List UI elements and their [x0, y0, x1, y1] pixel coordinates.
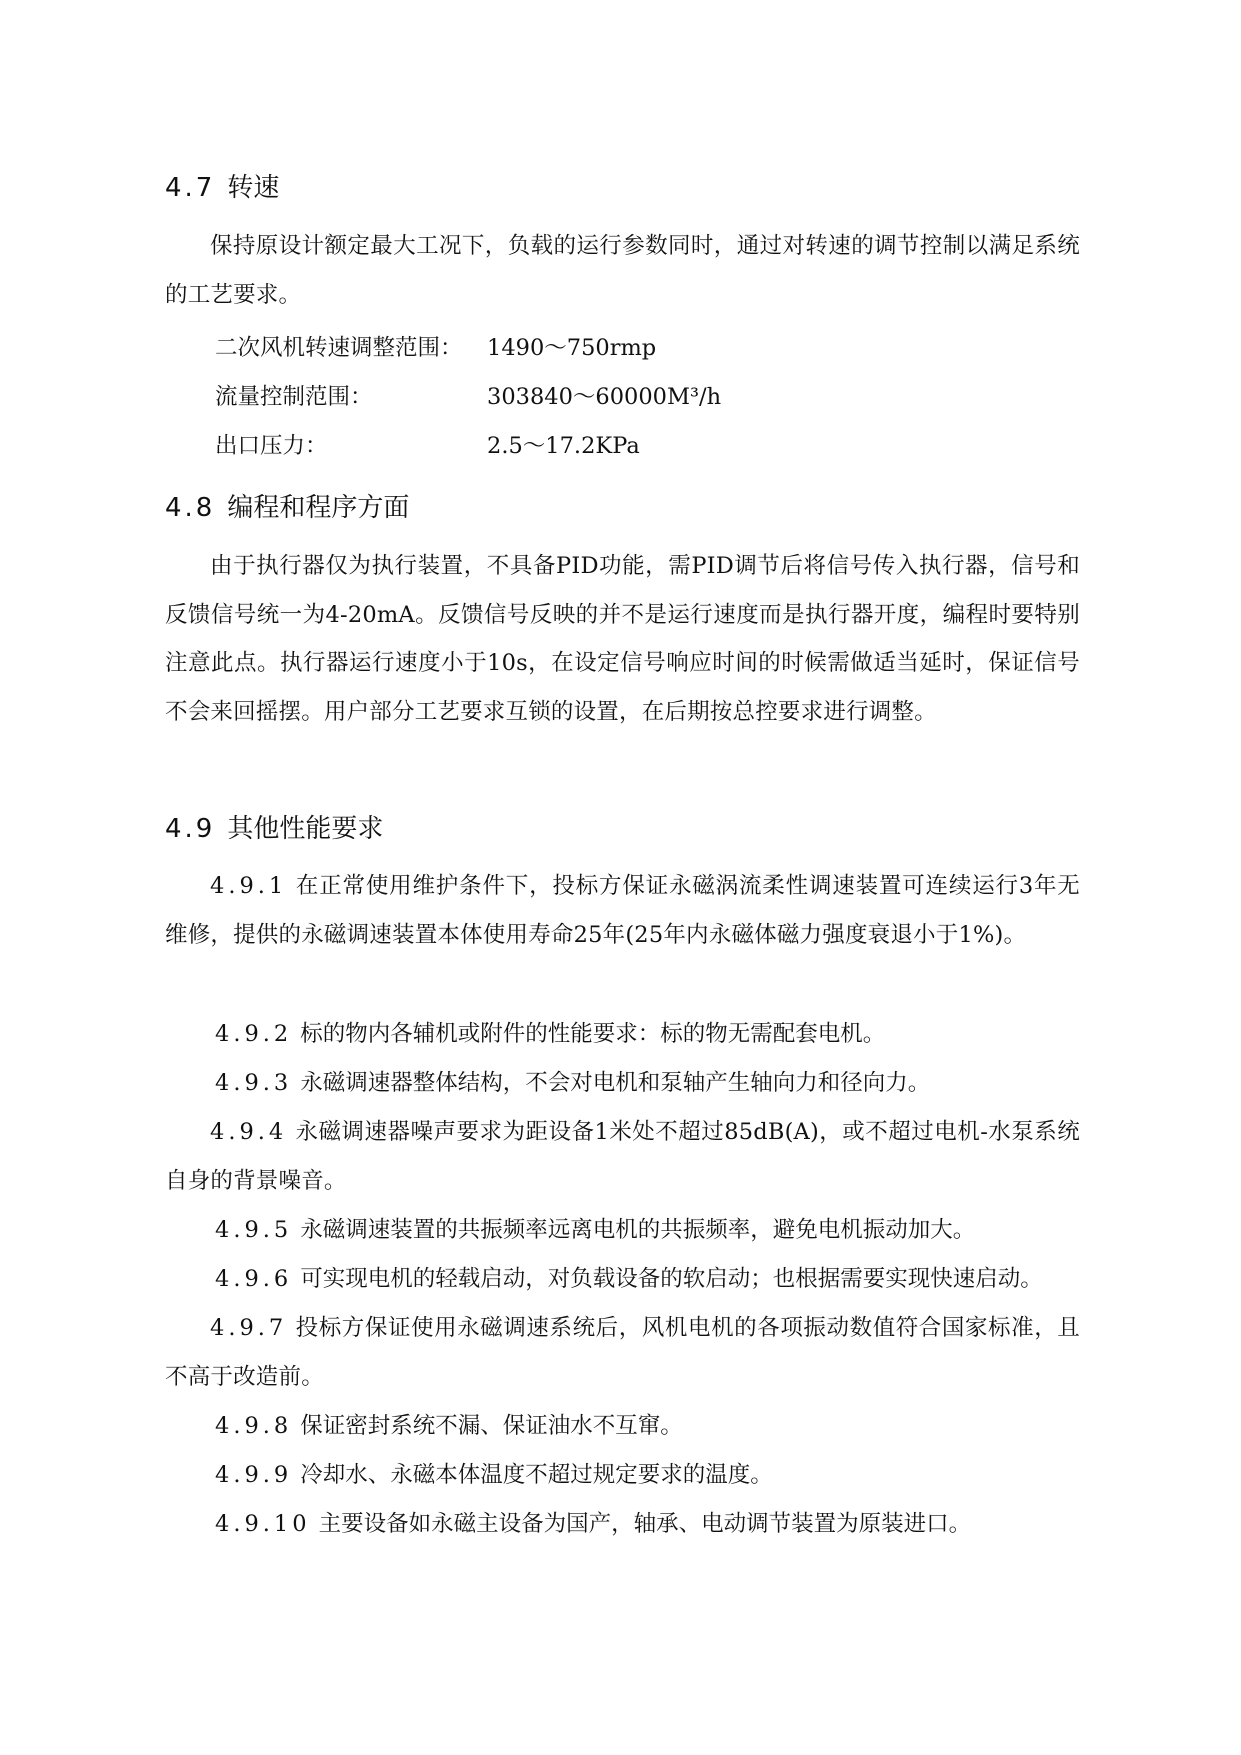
item-4-9-7	[165, 1304, 1080, 1401]
item-text: 可实现电机的轻载启动，对负载设备的软启动；也根据需要实现快速启动。	[300, 1266, 1043, 1292]
item-id: 4.9.10	[215, 1511, 311, 1537]
item-id: 4.9.9	[215, 1462, 293, 1488]
item-id: 4.9.3	[215, 1070, 293, 1096]
item-text: 标的物内各辅机或附件的性能要求：标的物无需配套电机。	[300, 1021, 886, 1047]
param-label: 出口压力：	[215, 433, 328, 459]
param-row-flow	[215, 373, 721, 422]
paragraph-4-7: 保持原设计额定最大工况下，负载的运行参数同时，通过对转速的调节控制以满足系统的工艺要求。	[165, 233, 1080, 308]
param-label: 二次风机转速调整范围：	[215, 335, 463, 361]
section-title: 转速	[227, 173, 280, 203]
item-id: 4.9.8	[215, 1413, 293, 1439]
item-4-9-5	[165, 1206, 975, 1255]
item-4-9-4	[165, 1108, 1080, 1205]
section-number: 4.9	[165, 814, 216, 844]
item-id: 4.9.7	[210, 1315, 288, 1341]
item-4-9-9	[165, 1451, 773, 1500]
item-text: 冷却水、永磁本体温度不超过规定要求的温度。	[300, 1462, 773, 1488]
item-4-9-2	[165, 1010, 885, 1059]
section-number: 4.7	[165, 173, 216, 203]
paragraph-4-8: 由于执行器仅为执行装置，不具备PID功能，需PID调节后将信号传入执行器，信号和反馈信号统一为4-20mA。反馈信号反映的并不是运行速度而是执行器开度，编程时要特别注意此点。执行器运行速度小于10s，在设定信号响应时间的时候需做适当延时，保证信号不会来回摇摆。用户部分工艺要求互锁的设置，在后期按总控要求进行调整。	[165, 553, 1080, 725]
item-id: 4.9.2	[215, 1021, 293, 1047]
param-row-speed	[215, 324, 656, 373]
item-text: 投标方保证使用永磁调速系统后，风机电机的各项振动数值符合国家标准，且不高于改造前。	[165, 1315, 1080, 1390]
item-4-9-1	[165, 862, 1080, 959]
item-text: 永磁调速装置的共振频率远离电机的共振频率，避免电机振动加大。	[300, 1217, 976, 1243]
item-4-9-3	[165, 1059, 930, 1108]
item-id: 4.9.6	[215, 1266, 293, 1292]
section-title: 编程和程序方面	[227, 493, 410, 523]
item-id: 4.9.1	[210, 873, 288, 899]
section-number: 4.8	[165, 493, 216, 523]
item-text: 保证密封系统不漏、保证油水不互窜。	[300, 1413, 683, 1439]
item-text: 在正常使用维护条件下，投标方保证永磁涡流柔性调速装置可连续运行3年无维修，提供的永磁调速装置本体使用寿命25年(25年内永磁体磁力强度衰退小于1%)。	[165, 873, 1080, 948]
param-value: 2.5～17.2KPa	[487, 433, 640, 459]
section-heading-4-7	[165, 171, 279, 205]
item-text: 永磁调速器噪声要求为距设备1米处不超过85dB(A)，或不超过电机-水泵系统自身的背景噪音。	[165, 1119, 1080, 1194]
param-label: 流量控制范围：	[215, 384, 373, 410]
param-value: 303840～60000M³/h	[487, 384, 722, 410]
item-id: 4.9.4	[210, 1119, 288, 1145]
item-id: 4.9.5	[215, 1217, 293, 1243]
item-4-9-10	[165, 1500, 971, 1549]
item-text: 永磁调速器整体结构，不会对电机和泵轴产生轴向力和径向力。	[300, 1070, 931, 1096]
item-text: 主要设备如永磁主设备为国产，轴承、电动调节装置为原装进口。	[318, 1511, 972, 1537]
section-title: 其他性能要求	[227, 814, 384, 844]
param-row-pressure	[215, 422, 640, 471]
param-value: 1490～750rmp	[487, 335, 657, 361]
section-heading-4-8	[165, 491, 409, 525]
section-heading-4-9	[165, 812, 383, 846]
item-4-9-6	[165, 1255, 1043, 1304]
item-4-9-8	[165, 1402, 683, 1451]
